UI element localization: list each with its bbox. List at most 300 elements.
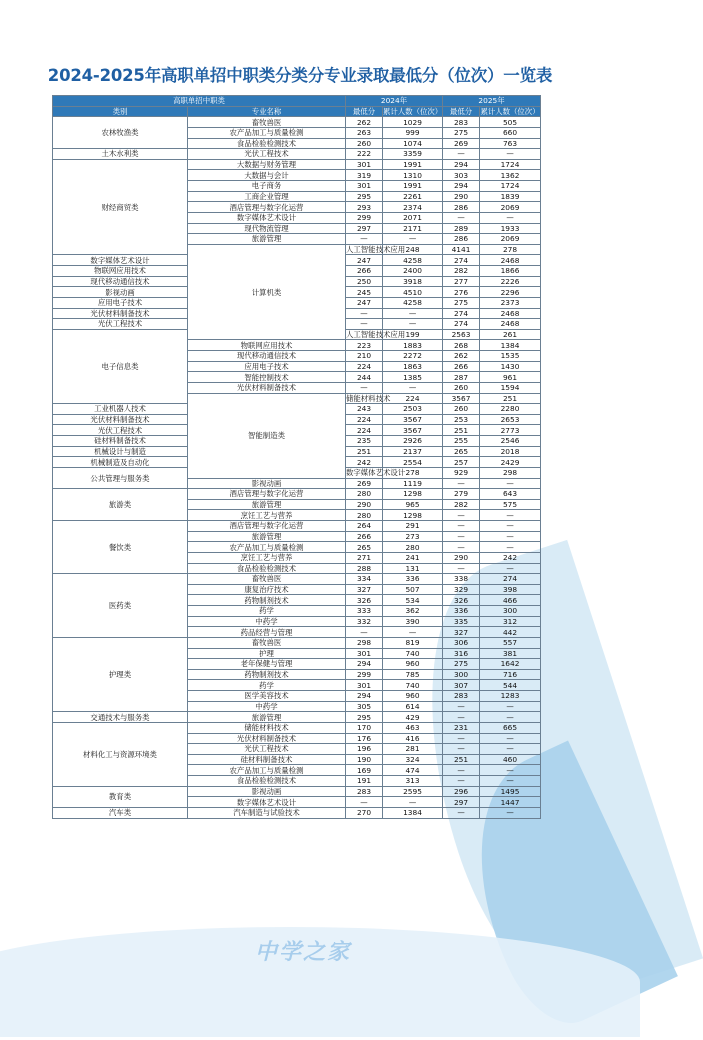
min-score-2024-cell: 269 [346, 478, 383, 489]
rank-2025-cell: — [480, 212, 541, 223]
rank-2024-cell: 1310 [383, 170, 443, 181]
rank-2024-cell: 965 [383, 499, 443, 510]
min-score-2024-cell: 278 [383, 467, 443, 478]
rank-2025-cell: — [480, 733, 541, 744]
table-row [53, 722, 541, 733]
major-cell: 现代移动通信技术 [53, 276, 188, 287]
min-score-2024-cell: 332 [346, 616, 383, 627]
min-score-2025-cell: 265 [443, 446, 480, 457]
min-score-2024-cell: — [346, 234, 383, 245]
min-score-2024-cell: 191 [346, 776, 383, 787]
rank-2025-cell: 398 [480, 584, 541, 595]
major-cell: 物联网应用技术 [188, 340, 346, 351]
major-cell: 酒店管理与数字化运营 [188, 489, 346, 500]
major-cell: 药学 [188, 680, 346, 691]
min-score-2025-cell: 260 [443, 382, 480, 393]
min-score-2025-cell: 257 [443, 457, 480, 468]
major-cell: 农产品加工与质量检测 [188, 765, 346, 776]
rank-2024-cell: 507 [383, 584, 443, 595]
major-cell: 光伏材料制备技术 [53, 414, 188, 425]
major-cell: 应用电子技术 [53, 297, 188, 308]
category-cell: 公共管理与服务类 [53, 467, 188, 488]
min-score-2025-cell: 290 [443, 191, 480, 202]
min-score-2024-cell: 224 [383, 393, 443, 404]
rank-2024-cell: 2926 [383, 436, 443, 447]
major-cell: 光伏工程技术 [188, 744, 346, 755]
header-year-2024: 2024年 [346, 96, 443, 107]
rank-2024-cell: 960 [383, 659, 443, 670]
min-score-2025-cell: 298 [480, 467, 541, 478]
rank-2025-cell: 660 [480, 127, 541, 138]
min-score-2025-cell: — [443, 807, 480, 818]
major-cell: 硅材料制备技术 [53, 436, 188, 447]
admission-table [52, 95, 541, 819]
rank-2025-cell: 2773 [480, 425, 541, 436]
category-cell: 材料化工与资源环境类 [53, 722, 188, 786]
rank-2025-cell: 2296 [480, 287, 541, 298]
min-score-2024-cell: 199 [383, 329, 443, 340]
major-cell: 光伏材料制备技术 [53, 308, 188, 319]
min-score-2025-cell: — [443, 542, 480, 553]
min-score-2024-cell: 250 [346, 276, 383, 287]
rank-2024-cell: 280 [383, 542, 443, 553]
rank-2025-cell: 2546 [480, 436, 541, 447]
rank-2024-cell: 4258 [383, 297, 443, 308]
rank-2025-cell: 2653 [480, 414, 541, 425]
min-score-2025-cell: 303 [443, 170, 480, 181]
min-score-2024-cell: 280 [346, 489, 383, 500]
min-score-2025-cell: 286 [443, 202, 480, 213]
min-score-2025-cell: 260 [443, 404, 480, 415]
category-cell: 医药类 [53, 574, 188, 638]
min-score-2025-cell: 276 [443, 287, 480, 298]
min-score-2024-cell: 224 [346, 425, 383, 436]
min-score-2024-cell: 263 [346, 127, 383, 138]
rank-2024-cell: 1384 [383, 807, 443, 818]
rank-2024-cell: 336 [383, 574, 443, 585]
category-cell: 护理类 [53, 637, 188, 711]
rank-2024-cell: 740 [383, 680, 443, 691]
table-row [53, 637, 541, 648]
major-cell: 工商企业管理 [188, 191, 346, 202]
major-cell: 机械设计与制造 [53, 446, 188, 457]
category-cell: 农林牧渔类 [53, 117, 188, 149]
min-score-2025-cell: 335 [443, 616, 480, 627]
major-cell: 储能材料技术 [188, 722, 346, 733]
rank-2024-cell: 1883 [383, 340, 443, 351]
rank-2025-cell: 961 [480, 372, 541, 383]
rank-2025-cell: 2468 [480, 255, 541, 266]
min-score-2025-cell: 251 [480, 393, 541, 404]
major-cell: 药物制剂技术 [188, 669, 346, 680]
min-score-2024-cell: 170 [346, 722, 383, 733]
min-score-2024-cell: 235 [346, 436, 383, 447]
min-score-2025-cell: 275 [443, 659, 480, 670]
rank-2025-cell: — [480, 542, 541, 553]
header-rank-2024: 累计人数（位次） [383, 106, 443, 116]
rank-2025-cell: 381 [480, 648, 541, 659]
rank-2024-cell: 3359 [383, 149, 443, 160]
rank-2024-cell: 1385 [383, 372, 443, 383]
min-score-2024-cell: 244 [346, 372, 383, 383]
min-score-2024-cell: 290 [346, 499, 383, 510]
min-score-2025-cell: 275 [443, 127, 480, 138]
rank-2025-cell: 312 [480, 616, 541, 627]
rank-2025-cell: 1535 [480, 351, 541, 362]
rank-2025-cell: 2226 [480, 276, 541, 287]
min-score-2024-cell: 245 [346, 287, 383, 298]
rank-2024-cell: 1029 [383, 117, 443, 128]
rank-2025-cell: 557 [480, 637, 541, 648]
min-score-2024-cell: 326 [346, 595, 383, 606]
rank-2024-cell: 291 [383, 521, 443, 532]
major-cell: 大数据与财务管理 [188, 159, 346, 170]
major-cell: 现代移动通信技术 [188, 351, 346, 362]
major-cell: 旅游管理 [188, 234, 346, 245]
min-score-2025-cell: — [443, 531, 480, 542]
table-row [53, 786, 541, 797]
table-row [53, 574, 541, 585]
min-score-2024-cell: 288 [346, 563, 383, 574]
header-year-2025: 2025年 [443, 96, 541, 107]
rank-2024-cell: — [383, 234, 443, 245]
rank-2025-cell: 643 [480, 489, 541, 500]
category-cell: 餐饮类 [53, 521, 188, 574]
rank-2024-cell: 2071 [383, 212, 443, 223]
major-cell: 中药学 [188, 616, 346, 627]
rank-2025-cell: — [480, 712, 541, 723]
min-score-2024-cell: 293 [346, 202, 383, 213]
rank-2024-cell: 929 [443, 467, 480, 478]
rank-2024-cell: 534 [383, 595, 443, 606]
min-score-2025-cell: 251 [443, 754, 480, 765]
min-score-2024-cell: 270 [346, 807, 383, 818]
rank-2025-cell: — [480, 765, 541, 776]
rank-2024-cell: 429 [383, 712, 443, 723]
rank-2025-cell: 2468 [480, 319, 541, 330]
min-score-2025-cell: 255 [443, 436, 480, 447]
min-score-2025-cell: 269 [443, 138, 480, 149]
rank-2024-cell: 960 [383, 691, 443, 702]
min-score-2025-cell: 262 [443, 351, 480, 362]
rank-2024-cell: 1298 [383, 489, 443, 500]
table-row [53, 521, 541, 532]
min-score-2024-cell: 190 [346, 754, 383, 765]
min-score-2024-cell: 298 [346, 637, 383, 648]
rank-2025-cell: 505 [480, 117, 541, 128]
min-score-2025-cell: 275 [443, 297, 480, 308]
major-cell: 人工智能技术应用 [346, 330, 406, 340]
major-cell: 酒店管理与数字化运营 [188, 521, 346, 532]
major-cell: 食品检验检测技术 [188, 776, 346, 787]
min-score-2024-cell: — [346, 382, 383, 393]
rank-2024-cell: 614 [383, 701, 443, 712]
min-score-2024-cell: 266 [346, 266, 383, 277]
rank-2025-cell: 2069 [480, 202, 541, 213]
rank-2024-cell: 2272 [383, 351, 443, 362]
major-cell: 光伏材料制备技术 [188, 382, 346, 393]
min-score-2024-cell: 327 [346, 584, 383, 595]
major-cell: 畜牧兽医 [188, 117, 346, 128]
rank-2024-cell: 2595 [383, 786, 443, 797]
rank-2025-cell: 1724 [480, 159, 541, 170]
min-score-2025-cell: — [443, 712, 480, 723]
min-score-2025-cell: 326 [443, 595, 480, 606]
rank-2025-cell: — [480, 531, 541, 542]
min-score-2025-cell: 251 [443, 425, 480, 436]
header-min-score-2024: 最低分 [346, 106, 383, 117]
min-score-2024-cell: 247 [346, 297, 383, 308]
min-score-2025-cell: 294 [443, 159, 480, 170]
min-score-2025-cell: 253 [443, 414, 480, 425]
major-cell: 影视动画 [188, 786, 346, 797]
min-score-2025-cell: 287 [443, 372, 480, 383]
rank-2025-cell: 460 [480, 754, 541, 765]
rank-2025-cell: 300 [480, 606, 541, 617]
min-score-2025-cell: — [443, 563, 480, 574]
rank-2024-cell: 463 [383, 722, 443, 733]
min-score-2025-cell: 277 [443, 276, 480, 287]
min-score-2025-cell: — [443, 733, 480, 744]
table-row [53, 807, 541, 818]
rank-2024-cell: 131 [383, 563, 443, 574]
rank-2024-cell: 2554 [383, 457, 443, 468]
rank-2025-cell: — [480, 521, 541, 532]
rank-2025-cell: 1495 [480, 786, 541, 797]
major-cell: 机械制造及自动化 [53, 457, 188, 468]
major-cell: 老年保健与管理 [188, 659, 346, 670]
min-score-2024-cell: 262 [346, 117, 383, 128]
rank-2025-cell: 466 [480, 595, 541, 606]
min-score-2025-cell: 274 [443, 319, 480, 330]
min-score-2025-cell: 261 [480, 329, 541, 340]
category-cell: 教育类 [53, 786, 188, 807]
category-cell: 土木水利类 [53, 149, 188, 160]
min-score-2024-cell: — [346, 627, 383, 638]
rank-2025-cell: 716 [480, 669, 541, 680]
min-score-2025-cell: 306 [443, 637, 480, 648]
min-score-2025-cell: — [443, 701, 480, 712]
min-score-2024-cell: 271 [346, 552, 383, 563]
rank-2025-cell: 1362 [480, 170, 541, 181]
major-cell: 护理 [188, 648, 346, 659]
major-cell: 烹饪工艺与营养 [188, 552, 346, 563]
rank-2025-cell: 763 [480, 138, 541, 149]
min-score-2024-cell: 319 [346, 170, 383, 181]
major-cell: 应用电子技术 [188, 361, 346, 372]
min-score-2024-cell: 196 [346, 744, 383, 755]
min-score-2024-cell: 295 [346, 191, 383, 202]
min-score-2025-cell: — [443, 776, 480, 787]
rank-2025-cell: 544 [480, 680, 541, 691]
rank-2024-cell: 416 [383, 733, 443, 744]
major-cell: 人工智能技术应用 [346, 245, 406, 255]
min-score-2024-cell: 224 [346, 414, 383, 425]
rank-2024-cell: 281 [383, 744, 443, 755]
major-cell: 工业机器人技术 [53, 404, 188, 415]
major-cell: 影视动画 [53, 287, 188, 298]
min-score-2024-cell: — [346, 308, 383, 319]
header-category: 类别 [53, 106, 188, 117]
rank-2025-cell: 2373 [480, 297, 541, 308]
min-score-2025-cell: 296 [443, 786, 480, 797]
min-score-2025-cell: 300 [443, 669, 480, 680]
rank-2025-cell: 1724 [480, 181, 541, 192]
rank-2025-cell: — [480, 807, 541, 818]
rank-2024-cell: 1119 [383, 478, 443, 489]
min-score-2025-cell: 274 [443, 255, 480, 266]
major-cell: 畜牧兽医 [188, 574, 346, 585]
min-score-2025-cell: 307 [443, 680, 480, 691]
major-cell: 汽车制造与试验技术 [188, 807, 346, 818]
major-cell: 中药学 [188, 701, 346, 712]
category-cell: 汽车类 [53, 807, 188, 818]
rank-2025-cell: 2429 [480, 457, 541, 468]
rank-2025-cell: 274 [480, 574, 541, 585]
min-score-2024-cell: 299 [346, 212, 383, 223]
rank-2024-cell: 324 [383, 754, 443, 765]
min-score-2025-cell: — [443, 744, 480, 755]
min-score-2025-cell: 316 [443, 648, 480, 659]
rank-2025-cell: 2468 [480, 308, 541, 319]
rank-2025-cell: 2280 [480, 404, 541, 415]
min-score-2025-cell: — [443, 478, 480, 489]
min-score-2024-cell: 301 [346, 159, 383, 170]
table-row [53, 712, 541, 723]
rank-2024-cell: 4510 [383, 287, 443, 298]
min-score-2024-cell: 243 [346, 404, 383, 415]
rank-2025-cell: 1283 [480, 691, 541, 702]
rank-2025-cell: — [480, 510, 541, 521]
major-cell: 光伏工程技术 [188, 149, 346, 160]
category-cell: 旅游类 [53, 489, 188, 521]
rank-2024-cell: 241 [383, 552, 443, 563]
min-score-2025-cell: — [443, 212, 480, 223]
min-score-2024-cell: 169 [346, 765, 383, 776]
rank-2024-cell: 819 [383, 637, 443, 648]
min-score-2025-cell: 286 [443, 234, 480, 245]
major-cell: 数字媒体艺术设计 [188, 797, 346, 808]
major-cell: 光伏工程技术 [53, 319, 188, 330]
rank-2024-cell: 1991 [383, 159, 443, 170]
major-cell: 光伏材料制备技术 [188, 733, 346, 744]
major-cell: 电子商务 [188, 181, 346, 192]
major-cell: 旅游管理 [188, 531, 346, 542]
min-score-2025-cell: — [443, 521, 480, 532]
major-cell: 储能材料技术 [346, 393, 391, 403]
rank-2024-cell: 740 [383, 648, 443, 659]
min-score-2024-cell: 301 [346, 648, 383, 659]
min-score-2024-cell: 248 [383, 244, 443, 255]
major-cell: 农产品加工与质量检测 [188, 127, 346, 138]
min-score-2024-cell: 176 [346, 733, 383, 744]
min-score-2024-cell: 305 [346, 701, 383, 712]
rank-2024-cell: 1074 [383, 138, 443, 149]
min-score-2025-cell: 278 [480, 244, 541, 255]
rank-2024-cell: 313 [383, 776, 443, 787]
min-score-2024-cell: 301 [346, 680, 383, 691]
major-cell: 智能控制技术 [188, 372, 346, 383]
rank-2025-cell: 242 [480, 552, 541, 563]
min-score-2024-cell: 260 [346, 138, 383, 149]
category-cell: 财经商贸类 [53, 159, 188, 255]
watermark-logo: 中学之家 [255, 939, 352, 965]
major-cell: 药品经营与管理 [188, 627, 346, 638]
major-cell: 康复治疗技术 [188, 584, 346, 595]
min-score-2024-cell: 283 [346, 786, 383, 797]
rank-2024-cell: 2503 [383, 404, 443, 415]
rank-2025-cell: 2069 [480, 234, 541, 245]
min-score-2024-cell: 264 [346, 521, 383, 532]
rank-2025-cell: — [480, 563, 541, 574]
min-score-2025-cell: — [443, 765, 480, 776]
rank-2025-cell: 2018 [480, 446, 541, 457]
major-cell: 食品检验检测技术 [188, 563, 346, 574]
min-score-2024-cell: — [346, 797, 383, 808]
min-score-2024-cell: 242 [346, 457, 383, 468]
min-score-2024-cell: 210 [346, 351, 383, 362]
rank-2024-cell: 4141 [443, 244, 480, 255]
rank-2024-cell: — [383, 382, 443, 393]
min-score-2024-cell: 222 [346, 149, 383, 160]
page-title: 2024-2025年高职单招中职类分类分专业录取最低分（位次）一览表 [47, 66, 553, 85]
rank-2024-cell: 2171 [383, 223, 443, 234]
rank-2025-cell: 665 [480, 722, 541, 733]
rank-2024-cell: 1298 [383, 510, 443, 521]
rank-2025-cell: — [480, 701, 541, 712]
rank-2024-cell: 1991 [383, 181, 443, 192]
min-score-2024-cell: 333 [346, 606, 383, 617]
major-cell: 烹饪工艺与营养 [188, 510, 346, 521]
rank-2025-cell: 1447 [480, 797, 541, 808]
major-cell: 数字媒体艺术设计 [53, 255, 188, 266]
min-score-2024-cell: 294 [346, 691, 383, 702]
major-cell: 药物制剂技术 [188, 595, 346, 606]
min-score-2025-cell: 266 [443, 361, 480, 372]
min-score-2024-cell: 265 [346, 542, 383, 553]
min-score-2025-cell: 268 [443, 340, 480, 351]
major-cell: 数字媒体艺术设计 [188, 212, 346, 223]
rank-2024-cell: 785 [383, 669, 443, 680]
header-major: 专业名称 [188, 106, 346, 117]
min-score-2025-cell: 282 [443, 499, 480, 510]
min-score-2025-cell: 283 [443, 691, 480, 702]
min-score-2024-cell: 294 [346, 659, 383, 670]
rank-2024-cell: 390 [383, 616, 443, 627]
header-rank-2025: 累计人数（位次） [480, 106, 540, 116]
major-cell: 旅游管理 [188, 499, 346, 510]
min-score-2024-cell: 224 [346, 361, 383, 372]
rank-2025-cell: 1642 [480, 659, 541, 670]
category-cell: 智能制造类 [188, 393, 346, 478]
major-cell: 农产品加工与质量检测 [188, 542, 346, 553]
min-score-2025-cell: 336 [443, 606, 480, 617]
major-cell: 旅游管理 [188, 712, 346, 723]
min-score-2025-cell: 327 [443, 627, 480, 638]
rank-2024-cell: 4258 [383, 255, 443, 266]
rank-2024-cell: 3567 [383, 425, 443, 436]
min-score-2025-cell: 329 [443, 584, 480, 595]
min-score-2024-cell: 223 [346, 340, 383, 351]
min-score-2025-cell: 283 [443, 117, 480, 128]
rank-2025-cell: 1839 [480, 191, 541, 202]
table-row [53, 149, 541, 160]
rank-2025-cell: — [480, 744, 541, 755]
rank-2024-cell: 3567 [443, 393, 480, 404]
rank-2025-cell: 575 [480, 499, 541, 510]
rank-2024-cell: — [383, 627, 443, 638]
rank-2025-cell: 1594 [480, 382, 541, 393]
